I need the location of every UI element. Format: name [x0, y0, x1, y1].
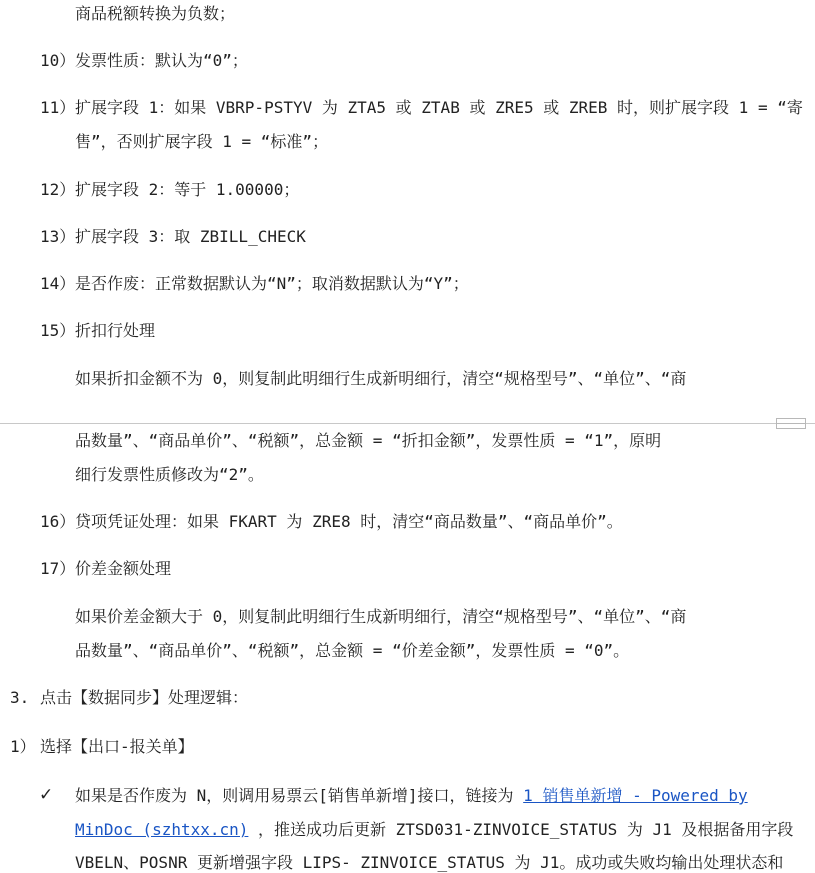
item-number: 10） — [40, 51, 76, 70]
bullet-text — [75, 820, 793, 840]
item-detail-text: 如果价差金额大于 0，则复制此明细行生成新明细行，清空“规格型号”、“单位”、“商 — [75, 607, 687, 626]
subsection-heading: 选择【出口-报关单】 — [40, 737, 194, 756]
item-text: 贷项凭证处理：如果 FKART 为 ZRE8 时，清空“商品数量”、“商品单价”。 — [75, 512, 623, 531]
bullet-text — [75, 786, 748, 806]
item-text: 折扣行处理 — [75, 321, 156, 340]
item-text: 售”，否则扩展字段 1 = “标准”； — [75, 132, 329, 151]
item-number: 14） — [40, 274, 76, 293]
item-detail-text: 细行发票性质修改为“2”。 — [75, 465, 264, 484]
item-number: 11） — [40, 98, 76, 117]
subsection-number: 1） — [10, 737, 36, 756]
bullet-text: VBELN、POSNR 更新增强字段 LIPS- ZINVOICE_STATUS 为 J1。成功或失败均输出处理状态和 — [75, 853, 784, 872]
item-number: 12） — [40, 180, 76, 199]
item-number: 16） — [40, 512, 76, 531]
item-number: 17） — [40, 559, 76, 578]
item-number: 15） — [40, 321, 76, 340]
item-text: 扩展字段 1：如果 VBRP-PSTYV 为 ZTA5 或 ZTAB 或 ZRE5 或 ZREB 时，则扩展字段 1 = “寄 — [75, 98, 803, 117]
item-text: 是否作废：正常数据默认为“N”；取消数据默认为“Y”； — [75, 274, 469, 293]
item-detail-text: 如果折扣金额不为 0，则复制此明细行生成新明细行，清空“规格型号”、“单位”、“商 — [75, 369, 687, 388]
item-detail-text: 品数量”、“商品单价”、“税额”，总金额 = “折扣金额”，发票性质 = “1”，原明 — [75, 431, 662, 450]
item-number: 13） — [40, 227, 76, 246]
bullet-text-part: 如果是否作废为 N，则调用易票云[销售单新增]接口，链接为 — [75, 786, 524, 805]
item-detail-text: 品数量”、“商品单价”、“税额”，总金额 = “价差金额”，发票性质 = “0”。 — [75, 641, 630, 660]
section-number: 3. — [10, 688, 30, 707]
bullet-text-part: ，推送成功后更新 ZTSD031-ZINVOICE_STATUS 为 J1 及根据备用字段 — [248, 820, 794, 839]
item-text: 价差金额处理 — [75, 559, 172, 578]
continuation-text: 商品税额转换为负数； — [75, 4, 236, 23]
api-doc-link-continued[interactable]: MinDoc (szhtxx.cn) — [75, 820, 249, 839]
item-text: 扩展字段 3：取 ZBILL_CHECK — [75, 227, 306, 246]
item-text: 扩展字段 2：等于 1.00000； — [75, 180, 300, 199]
section-heading: 点击【数据同步】处理逻辑： — [40, 688, 249, 707]
checkmark-bullet-icon: ✓ — [39, 785, 54, 805]
page-break-marker — [776, 418, 806, 429]
page-break-line — [0, 423, 815, 424]
item-text: 发票性质：默认为“0”； — [75, 51, 248, 70]
api-doc-link[interactable]: 1 销售单新增 - Powered by — [523, 786, 748, 805]
